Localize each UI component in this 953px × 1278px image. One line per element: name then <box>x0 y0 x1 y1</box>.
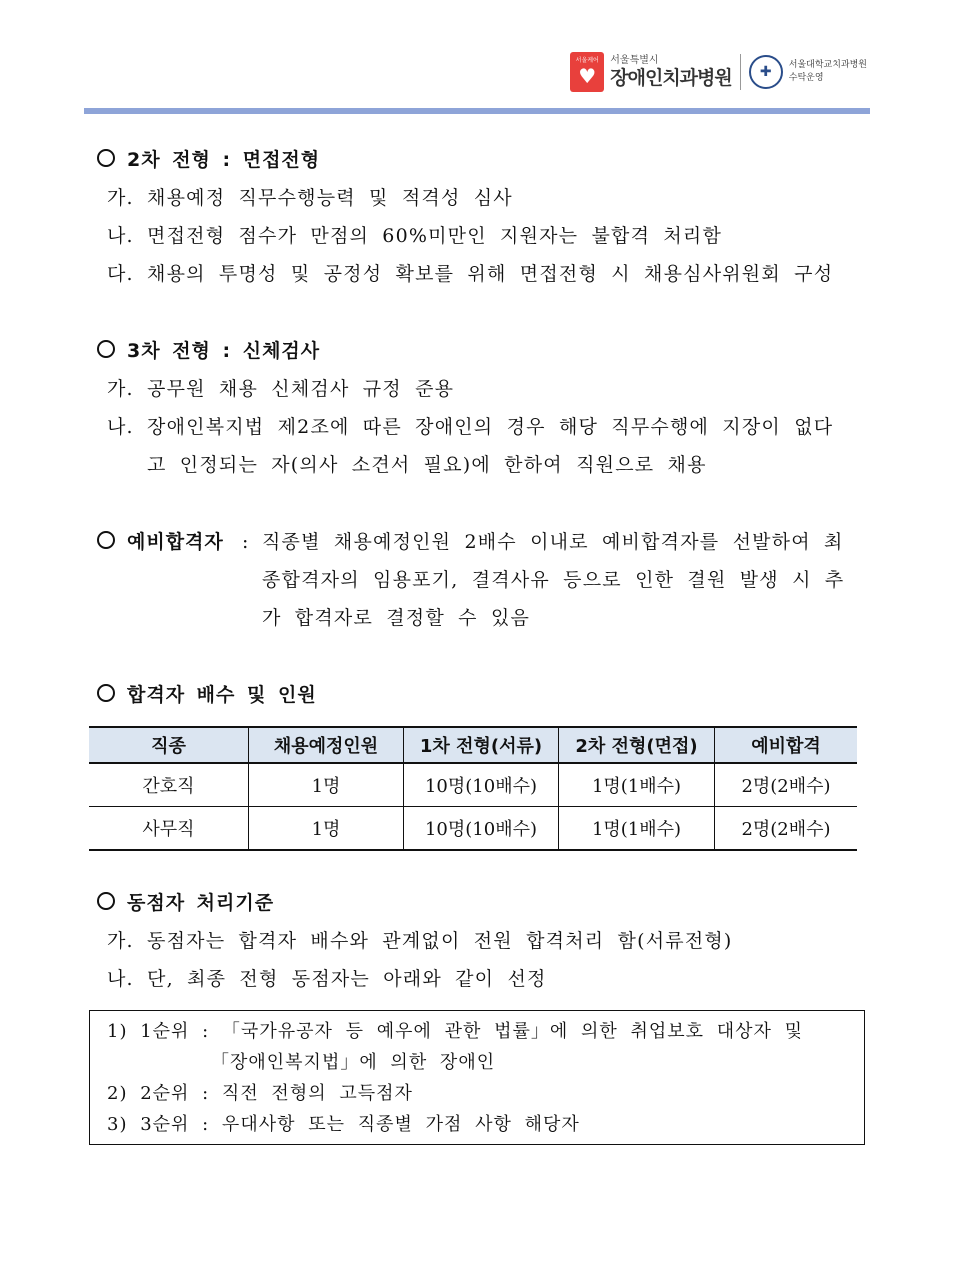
result-table <box>89 726 857 851</box>
table-row <box>89 763 857 807</box>
priority-3: 3) 3순위 : 우대사항 또는 직종별 가점 사항 해당자 <box>107 1114 580 1135</box>
tie-heading: 동점자 처리기준 <box>97 891 274 915</box>
physical-item-2-cont: 고 인정되는 자(의사 소견서 필요)에 한하여 직원으로 채용 <box>147 454 707 476</box>
partner-line2: 수탁운영 <box>788 73 824 83</box>
physical-heading: 3차 전형 : 신체검사 <box>97 339 320 363</box>
heart-icon: ♥ <box>578 64 597 88</box>
interview-item-1: 가. 채용예정 직무수행능력 및 적격성 심사 <box>107 187 513 209</box>
table-cell: 10명(10배수) <box>404 807 559 851</box>
hospital-name <box>610 55 731 89</box>
partner-line1: 서울대학교치과병원 <box>788 60 867 70</box>
table-cell: 1명 <box>249 763 404 807</box>
logo-title: 장애인치과병원 <box>610 67 732 89</box>
count-heading: 합격자 배수 및 인원 <box>97 683 317 707</box>
interview-heading: 2차 전형 : 면접전형 <box>97 148 320 172</box>
logo-divider <box>740 54 741 90</box>
logo-subtitle: 서울특별시 <box>610 55 659 66</box>
circle-bullet-icon <box>97 531 115 549</box>
circle-bullet-icon <box>97 340 115 358</box>
table-cell: 1명(1배수) <box>559 763 715 807</box>
circle-bullet-icon <box>97 892 115 910</box>
tie-item-2: 나. 단, 최종 전형 동점자는 아래와 같이 선정 <box>107 968 547 990</box>
reserve-separator: : <box>242 531 250 553</box>
table-cell: 2명(2배수) <box>715 763 858 807</box>
snu-emblem-icon: ✚ <box>749 55 783 89</box>
partner-text <box>789 59 867 85</box>
table-header-cell: 직종 <box>89 727 249 763</box>
table-cell: 10명(10배수) <box>404 763 559 807</box>
table-cell: 1명(1배수) <box>559 807 715 851</box>
table-header-cell: 예비합격 <box>715 727 858 763</box>
table-row <box>89 807 857 851</box>
table-cell: 1명 <box>249 807 404 851</box>
interview-item-3: 다. 채용의 투명성 및 공정성 확보를 위해 면접전형 시 채용심사위원회 구성 <box>107 263 834 285</box>
table-header-cell: 1차 전형(서류) <box>404 727 559 763</box>
tie-item-1: 가. 동점자는 합격자 배수와 관계없이 전원 합격처리 함(서류전형) <box>107 930 733 952</box>
priority-1: 1) 1순위 : 「국가유공자 등 예우에 관한 법률」에 의한 취업보호 대상자 및 <box>107 1021 804 1042</box>
table-header-row <box>89 727 857 763</box>
physical-item-2: 나. 장애인복지법 제2조에 따른 장애인의 경우 해당 직무수행에 지장이 없다 <box>107 416 834 438</box>
physical-item-1: 가. 공무원 채용 신체검사 규정 준용 <box>107 378 455 400</box>
reserve-line-2: 종합격자의 임용포기, 결격사유 등으로 인한 결원 발생 시 추 <box>262 569 845 591</box>
interview-item-2: 나. 면접전형 점수가 만점의 60%미만인 지원자는 불합격 처리함 <box>107 225 723 247</box>
circle-bullet-icon <box>97 149 115 167</box>
table-cell: 사무직 <box>89 807 249 851</box>
header-bar <box>84 108 870 114</box>
table-header-cell: 채용예정인원 <box>249 727 404 763</box>
seoul-care-logo <box>570 52 604 92</box>
circle-bullet-icon <box>97 684 115 702</box>
priority-1-cont: 「장애인복지법」에 의한 장애인 <box>211 1052 496 1073</box>
table-cell: 2명(2배수) <box>715 807 858 851</box>
tie-priority-box <box>89 1010 865 1145</box>
reserve-line-3: 가 합격자로 결정할 수 있음 <box>262 607 531 629</box>
table-header-cell: 2차 전형(면접) <box>559 727 715 763</box>
reserve-heading: 예비합격자 <box>97 530 224 554</box>
table-cell: 간호직 <box>89 763 249 807</box>
logo-tag: 서울케어 <box>575 57 599 64</box>
priority-2: 2) 2순위 : 직전 전형의 고득점자 <box>107 1083 413 1104</box>
header-logo <box>570 52 867 92</box>
reserve-line-1: 직종별 채용예정인원 2배수 이내로 예비합격자를 선발하여 최 <box>262 531 844 553</box>
